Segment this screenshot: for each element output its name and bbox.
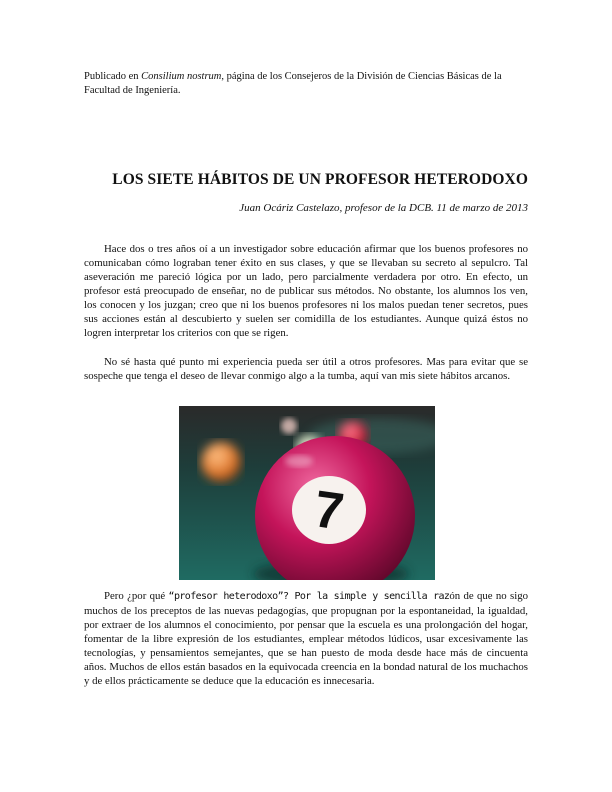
publication-suffix: , página de los Consejeros de la División de Ciencias Básicas de la Facultad de Ingeniería. [84, 71, 502, 96]
publication-note [84, 70, 528, 98]
journal-name: Consilium nostrum [141, 71, 222, 82]
publication-prefix: Publicado en [84, 71, 142, 82]
paragraph-3 [84, 589, 528, 688]
blurred-orange-ball [201, 442, 241, 482]
billiard-ball-photo [179, 406, 435, 580]
article-title: LOS SIETE HÁBITOS DE UN PROFESOR HETERODOXO [112, 171, 528, 188]
paragraph-2: No sé hasta qué punto mi experiencia pueda ser útil a otros profesores. Mas para evitar que se sospeche que tenga el deseo de llevar conmigo algo a la tumba, aquí van mis siete hábitos arcanos. [84, 356, 528, 382]
paragraph-3-quote: “profesor heterodoxo”? Por la simple y sencilla raz [168, 591, 450, 602]
billiard-ball-illustration [179, 406, 435, 580]
paragraph-3-start: Pero ¿por qué [104, 590, 169, 602]
article-byline: Juan Ocáriz Castelazo, profesor de la DCB. 11 de marzo de 2013 [239, 202, 528, 214]
paragraph-3-rest: ón de que no sigo muchos de los preceptos de las nuevas pedagogías, que propugnan por la espontaneidad, la igualdad, por extraer de los alumnos el conocimiento, por pensar que la escuela es una prolongación del hogar, fomentar de la libre expresión de los estudiantes, emplear métodos lúdicos, usar excesivamente las tecnologías, y pensamientos semejantes, que se han puesto de moda desde hace más de cincuenta años. Muchos de ellos están basados en la equivocada creencia en la bondad natural de los muchachos y de ellos prácticamente se deduce que la educación es innecesaria. [84, 590, 528, 687]
ball-number: 7 [310, 480, 348, 542]
paragraph-1: Hace dos o tres años oí a un investigador sobre educación afirmar que los buenos profesores no comunicaban cómo lograban tener éxito en sus clases, y que se llevaban su secreto al sepulcro. Tal aseveración me pareció lógica por un lado, pero parcialmente verdadera por otro. En efecto, un profesor está preocupado de enseñar, no de publicar sus métodos. No obstante, los alumnos los ven, los conocen y los juzgan; creo que ni los buenos profesores ni los malos puedan tener secretos, pues sus acciones están al descubierto y suelen ser comidilla de los estudiantes. Aunque quizá éstos no logren interpretar los criterios con que se rigen. [84, 243, 528, 339]
